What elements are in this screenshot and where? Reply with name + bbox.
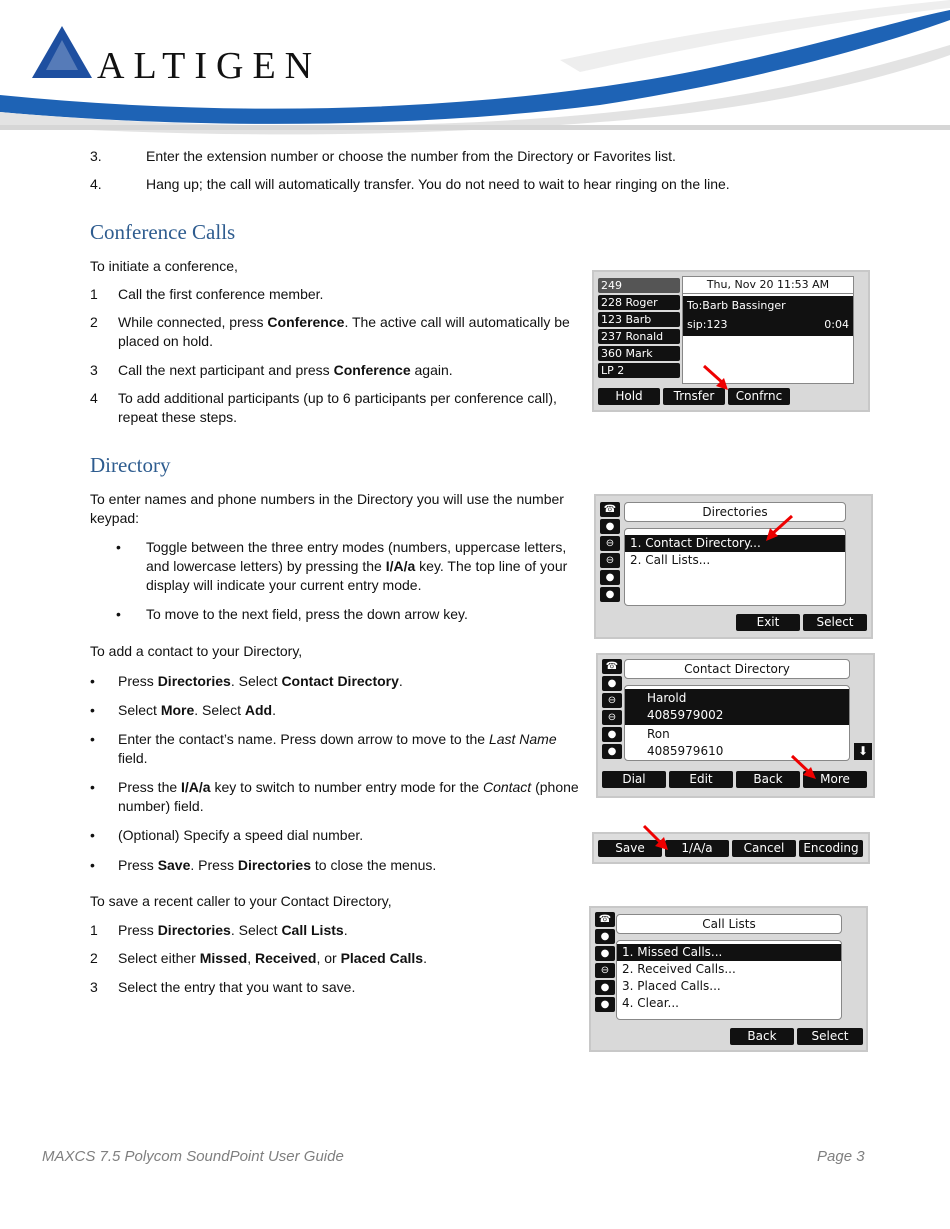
section-heading-directory: Directory <box>90 453 171 477</box>
step-text: While connected, press Conference. The active call will automatically be placed on hold. <box>118 314 570 349</box>
bullet-item <box>90 856 585 875</box>
select-softkey[interactable]: Select <box>797 1028 863 1045</box>
exit-softkey[interactable]: Exit <box>736 614 800 631</box>
phone-softkeys-entry <box>592 832 870 864</box>
red-arrow-icon <box>642 824 672 854</box>
bullet-item <box>90 538 585 595</box>
line-key[interactable]: 249 <box>598 278 680 293</box>
step-number: 4 <box>90 390 98 406</box>
save-caller-intro: To save a recent caller to your Contact Directory, <box>90 893 392 909</box>
bullet-item <box>90 778 585 816</box>
back-softkey[interactable]: Back <box>730 1028 794 1045</box>
back-softkey[interactable]: Back <box>736 771 800 788</box>
red-arrow-icon <box>702 364 732 392</box>
phone-icon: ☎ <box>602 659 622 674</box>
step-number: 2 <box>90 950 98 966</box>
footer-guide-title: MAXCS 7.5 Polycom SoundPoint User Guide <box>42 1148 344 1165</box>
bullet-item <box>90 730 585 768</box>
bullet-text: (Optional) Specify a speed dial number. <box>118 827 364 843</box>
bullet-item <box>90 701 585 720</box>
directory-intro: To enter names and phone numbers in the Directory you will use the number keypad: <box>90 491 564 526</box>
softkey-row <box>602 771 867 788</box>
select-softkey[interactable]: Select <box>803 614 867 631</box>
phone-screen-contact-directory <box>596 653 875 798</box>
bullet-text: Select More. Select Add. <box>118 702 276 718</box>
menu-item-clear[interactable]: 4. Clear... <box>622 996 679 1010</box>
bullet-icon: • <box>90 827 95 843</box>
contact-number: 4085979610 <box>647 744 724 758</box>
line-key[interactable]: 228 Roger <box>598 295 680 310</box>
down-arrow-icon[interactable]: ⬇ <box>854 743 872 760</box>
altigen-logo-icon <box>32 26 92 81</box>
step-number: 3 <box>90 362 98 378</box>
section-heading-conference: Conference Calls <box>90 220 236 244</box>
bullet-icon: • <box>90 702 95 718</box>
menu-item-received-calls[interactable]: 2. Received Calls... <box>622 962 736 976</box>
bullet-icon: • <box>90 731 95 747</box>
side-icons <box>595 912 615 1012</box>
menu-list <box>624 528 846 606</box>
line-key[interactable]: 360 Mark <box>598 346 680 361</box>
step-number: 1 <box>90 286 98 302</box>
step-number: 3 <box>90 979 98 995</box>
menu-item-contact-directory[interactable]: 1. Contact Directory... <box>625 535 845 552</box>
screen-title: Call Lists <box>616 914 842 934</box>
save-step <box>90 921 585 940</box>
page-header <box>0 0 950 135</box>
hold-softkey[interactable]: Hold <box>598 388 660 405</box>
call-lists-menu <box>616 940 842 1020</box>
step-text: Press Directories. Select Call Lists. <box>118 922 348 938</box>
person-icon: ● <box>595 946 615 961</box>
more-softkey[interactable]: More <box>803 771 867 788</box>
line-keys <box>598 278 680 378</box>
step-text: Call the next participant and press Conference again. <box>118 362 453 378</box>
person-icon: ● <box>600 570 620 585</box>
bullet-text: To move to the next field, press the down arrow key. <box>146 606 468 622</box>
menu-item-placed-calls[interactable]: 3. Placed Calls... <box>622 979 721 993</box>
person-icon: ● <box>602 676 622 691</box>
bullet-item <box>90 605 585 624</box>
step-text: Hang up; the call will automatically transfer. You do not need to wait to hear ringing on the line. <box>146 176 730 192</box>
softkey-row <box>598 388 790 405</box>
contact-name: Ron <box>647 727 670 741</box>
screen-title: Contact Directory <box>624 659 850 679</box>
side-icons <box>600 502 620 602</box>
conference-softkey[interactable]: Confrnc <box>728 388 790 405</box>
person-icon: ● <box>600 519 620 534</box>
bullet-text: Press Save. Press Directories to close the menus. <box>118 857 437 873</box>
date-time: Thu, Nov 20 11:53 AM <box>683 277 853 294</box>
red-arrow-icon <box>762 514 794 544</box>
save-step <box>90 949 585 968</box>
dnd-icon: ⊖ <box>595 963 615 978</box>
save-step <box>90 978 585 997</box>
step-text: Enter the extension number or choose the number from the Directory or Favorites list. <box>146 148 676 164</box>
step-text: Select either Missed, Received, or Placed Calls. <box>118 950 427 966</box>
cancel-softkey[interactable]: Cancel <box>732 840 796 857</box>
person-icon: ● <box>602 727 622 742</box>
dnd-icon: ⊖ <box>600 536 620 551</box>
person-icon: ● <box>595 980 615 995</box>
person-icon: ● <box>595 929 615 944</box>
softkey-row <box>736 614 867 631</box>
phone-screen-directories <box>594 494 873 639</box>
transfer-softkey[interactable]: Trnsfer <box>663 388 725 405</box>
step-number: 1 <box>90 922 98 938</box>
step-number: 4. <box>90 176 102 192</box>
bullet-icon: • <box>90 779 95 795</box>
company-logo-text: ALTIGEN <box>97 45 322 87</box>
bullet-text: Press Directories. Select Contact Directory. <box>118 673 403 689</box>
softkey-row <box>598 840 863 857</box>
menu-item-missed-calls[interactable]: 1. Missed Calls... <box>617 944 841 961</box>
line-key[interactable]: LP 2 <box>598 363 680 378</box>
bullet-item <box>90 826 585 845</box>
save-softkey[interactable]: Save <box>598 840 662 857</box>
encoding-softkey[interactable]: Encoding <box>799 840 863 857</box>
footer-page-number: Page 3 <box>817 1148 865 1165</box>
bullet-icon: • <box>90 673 95 689</box>
step-text: Call the first conference member. <box>118 286 324 302</box>
phone-icon: ☎ <box>600 502 620 517</box>
bullet-icon: • <box>116 606 121 622</box>
bullet-item <box>90 672 585 691</box>
person-icon: ● <box>602 744 622 759</box>
step-text: To add additional participants (up to 6 participants per conference call), repeat these steps. <box>118 390 557 425</box>
dnd-icon: ⊖ <box>602 693 622 708</box>
contact-list <box>624 685 850 761</box>
red-arrow-icon <box>790 754 820 782</box>
softkey-row <box>730 1028 863 1045</box>
call-to: To:Barb Bassinger <box>687 299 786 312</box>
step-number: 3. <box>90 148 102 164</box>
conference-step <box>90 313 585 351</box>
dial-softkey[interactable]: Dial <box>602 771 666 788</box>
conference-intro: To initiate a conference, <box>90 258 238 274</box>
phone-icon: ☎ <box>595 912 615 927</box>
add-contact-intro: To add a contact to your Directory, <box>90 643 303 659</box>
contact-number: 4085979002 <box>647 708 724 722</box>
entry-mode-softkey[interactable]: 1/A/a <box>665 840 729 857</box>
person-icon: ● <box>600 587 620 602</box>
conference-step <box>90 389 585 427</box>
step-text: Select the entry that you want to save. <box>118 979 356 995</box>
edit-softkey[interactable]: Edit <box>669 771 733 788</box>
bullet-text: Enter the contact’s name. Press down arrow to move to the Last Name field. <box>118 731 557 766</box>
person-icon: ● <box>595 997 615 1012</box>
line-key[interactable]: 237 Ronald <box>598 329 680 344</box>
screen-title: Directories <box>624 502 846 522</box>
call-sip: sip:123 <box>687 318 728 331</box>
bullet-icon: • <box>90 857 95 873</box>
step-number: 2 <box>90 314 98 330</box>
menu-item-call-lists[interactable]: 2. Call Lists... <box>630 553 711 567</box>
phone-screen-conference <box>592 270 870 412</box>
side-icons <box>602 659 622 759</box>
bullet-text: Toggle between the three entry modes (numbers, uppercase letters, and lowercase letters) by pressing the I/A/a key. The top line of your display will indicate your current entry mode. <box>146 539 568 593</box>
conference-step <box>90 285 585 304</box>
contact-name: Harold <box>647 691 687 705</box>
line-key[interactable]: 123 Barb <box>598 312 680 327</box>
contact-entry[interactable] <box>625 689 849 725</box>
dnd-icon: ⊖ <box>602 710 622 725</box>
bullet-icon: • <box>116 539 121 555</box>
active-call <box>683 296 853 336</box>
conference-step <box>90 361 585 380</box>
phone-screen-call-lists <box>589 906 868 1052</box>
dnd-icon: ⊖ <box>600 553 620 568</box>
bullet-text: Press the I/A/a key to switch to number entry mode for the Contact (phone number) field. <box>118 779 579 814</box>
call-duration: 0:04 <box>824 318 849 331</box>
